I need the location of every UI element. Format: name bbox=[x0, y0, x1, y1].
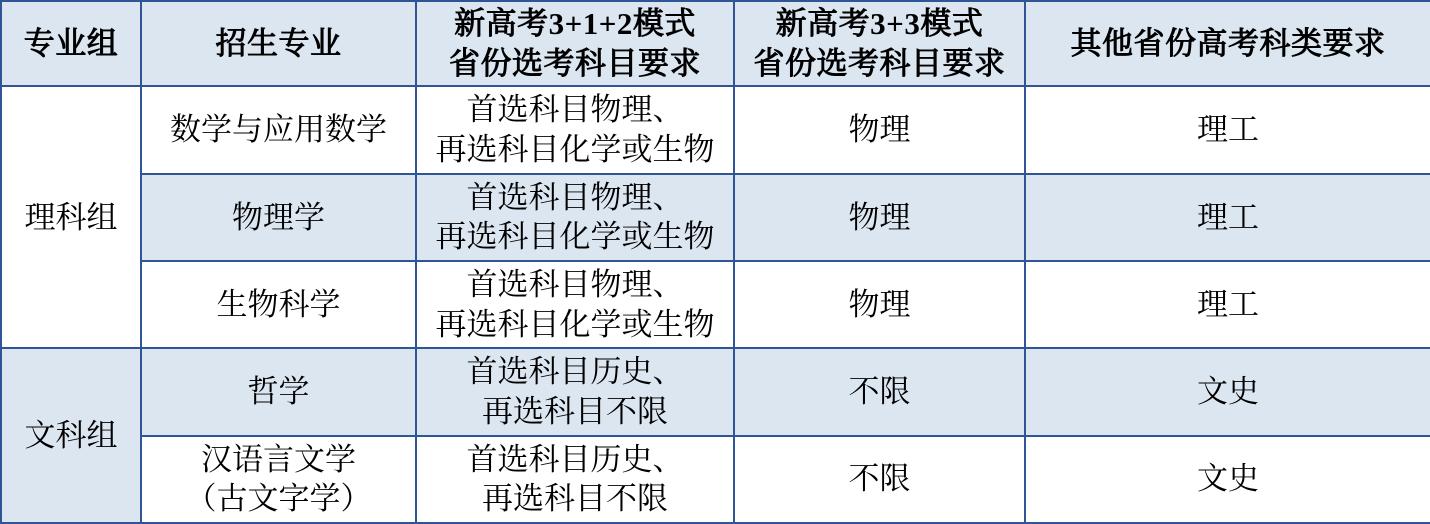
table-body bbox=[1, 86, 1430, 523]
column-header-other-provinces-line-1: 其他省份高考科类要求 bbox=[1070, 25, 1386, 61]
mode-312-line-2: 再选科目化学或生物 bbox=[435, 306, 715, 342]
mode-312-line-2: 再选科目不限 bbox=[482, 393, 668, 429]
major-name bbox=[141, 86, 416, 173]
mode-312-requirement bbox=[416, 86, 734, 173]
column-header-mode-312-line-2: 省份选考科目要求 bbox=[449, 45, 701, 81]
mode-312-requirement bbox=[416, 261, 734, 348]
mode-33-requirement: 不限 bbox=[734, 348, 1025, 435]
major-name-line-1: 生物科学 bbox=[216, 286, 341, 322]
mode-312-line-1: 首选科目物理、 bbox=[466, 179, 684, 215]
major-name-line-1: 物理学 bbox=[232, 199, 325, 235]
major-name-line-2: （古文字学） bbox=[185, 481, 372, 517]
major-name bbox=[141, 174, 416, 261]
major-name-line-1: 数学与应用数学 bbox=[170, 112, 387, 148]
other-provinces-requirement: 理工 bbox=[1025, 261, 1430, 348]
major-name-line-1: 哲学 bbox=[247, 374, 310, 410]
column-header-mode-312 bbox=[416, 1, 734, 86]
table-row bbox=[1, 86, 1430, 173]
column-header-major bbox=[141, 1, 416, 86]
other-provinces-requirement: 理工 bbox=[1025, 174, 1430, 261]
column-header-mode-33-line-2: 省份选考科目要求 bbox=[753, 45, 1006, 81]
major-name-line-1: 汉语言文学 bbox=[201, 441, 356, 477]
table-row bbox=[1, 436, 1430, 523]
column-header-mode-312-line-1: 新高考3+1+2模式 bbox=[454, 6, 696, 41]
major-name bbox=[141, 261, 416, 348]
other-provinces-requirement: 理工 bbox=[1025, 86, 1430, 173]
column-header-group bbox=[1, 1, 141, 86]
table-row bbox=[1, 348, 1430, 435]
mode-312-line-1: 首选科目历史、 bbox=[466, 354, 684, 390]
mode-312-line-2: 再选科目不限 bbox=[482, 481, 668, 517]
mode-312-requirement bbox=[416, 348, 734, 435]
column-header-major-line-1: 招生专业 bbox=[215, 25, 342, 61]
group-cell-science: 理科组 bbox=[1, 86, 141, 348]
column-header-mode-33 bbox=[734, 1, 1025, 86]
table-header bbox=[1, 1, 1430, 86]
column-header-mode-33-line-1: 新高考3+3模式 bbox=[775, 6, 984, 41]
mode-312-requirement bbox=[416, 436, 734, 523]
mode-33-requirement: 不限 bbox=[734, 436, 1025, 523]
mode-312-requirement bbox=[416, 174, 734, 261]
mode-312-line-2: 再选科目化学或生物 bbox=[435, 132, 715, 167]
mode-33-requirement: 物理 bbox=[734, 261, 1025, 348]
column-header-group-line-1: 专业组 bbox=[23, 25, 119, 61]
mode-312-line-2: 再选科目化学或生物 bbox=[435, 219, 715, 255]
column-header-other-provinces bbox=[1025, 1, 1430, 86]
major-name bbox=[141, 436, 416, 523]
table-row bbox=[1, 261, 1430, 348]
mode-312-line-1: 首选科目历史、 bbox=[466, 441, 684, 477]
table-row bbox=[1, 174, 1430, 261]
mode-312-line-1: 首选科目物理、 bbox=[466, 266, 684, 302]
major-name bbox=[141, 348, 416, 435]
header-row bbox=[1, 1, 1430, 86]
group-cell-liberal-arts: 文科组 bbox=[1, 348, 141, 523]
other-provinces-requirement: 文史 bbox=[1025, 436, 1430, 523]
mode-312-line-1: 首选科目物理、 bbox=[466, 92, 684, 128]
mode-33-requirement: 物理 bbox=[734, 86, 1025, 173]
mode-33-requirement: 物理 bbox=[734, 174, 1025, 261]
other-provinces-requirement: 文史 bbox=[1025, 348, 1430, 435]
